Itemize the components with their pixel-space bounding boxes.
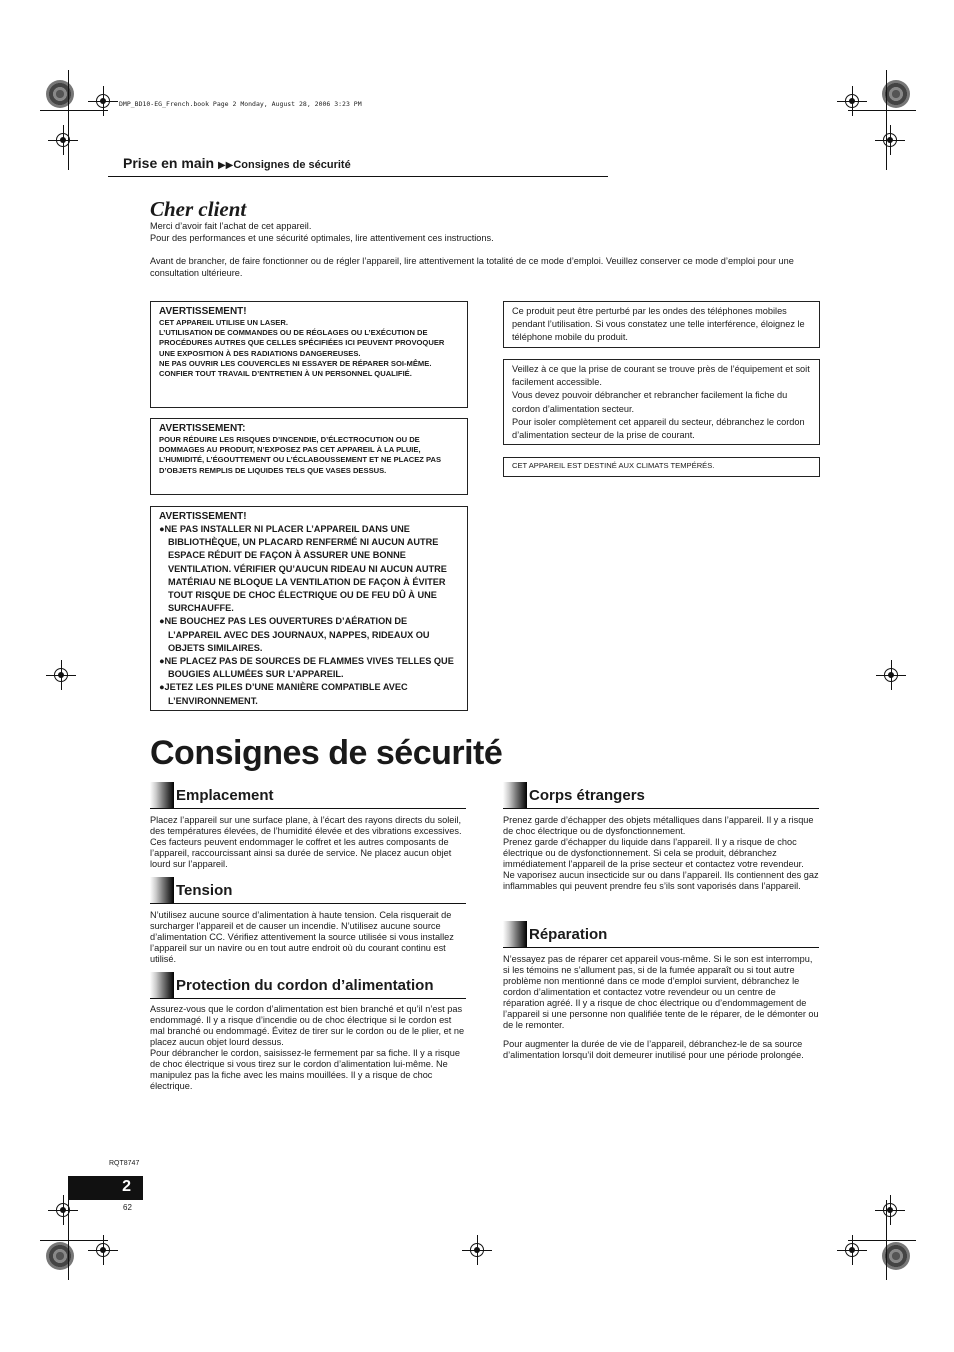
section-marker [150, 782, 174, 808]
warning-bullet: ●JETEZ LES PILES D’UNE MANIÈRE COMPATIBLE AVEC L’ENVIRONNEMENT. [159, 682, 408, 706]
paragraph: N’essayez pas de réparer cet appareil vous-même. Si le son est interrompu, si les témoins ne s’allument pas, si de la fumée apparaît ou si tout autre problème non mentionné dans ce mode d’emploi survient, débranchez le cordon d’alimentation et contactez votre revendeur ou un centre de réparation agréé. Il y a risque de choc électrique ou d’endommagement de l’appareil si une personne non qualifiée tente de le réparer, de le démonter ou de le remonter. [503, 954, 819, 1030]
warning-bullet: ●NE BOUCHEZ PAS LES OUVERTURES D’AÉRATION DE L’APPAREIL AVEC DES JOURNAUX, NAPPES, RIDEAUX OU OBJETS SIMILAIRES. [159, 616, 430, 653]
crosshair-mark [462, 1235, 492, 1265]
paragraph: Prenez garde d’échapper du liquide dans l’appareil. Il y a risque de choc électrique ou de dysfonctionnement. Si cela se produit, débranchez immédiatement l’appareil de la prise secteur et contactez votre revendeur. [503, 837, 804, 869]
header-section: Prise en main [123, 155, 215, 171]
notice-text: Ce produit peut être perturbé par les ondes des téléphones mobiles pendant l’utilisation. Si vous constatez une telle interférence, éloignez le téléphone mobile du produit. [512, 306, 805, 343]
section-title: Tension [176, 882, 233, 899]
crop-line [40, 1240, 108, 1241]
notice-text: CET APPAREIL EST DESTINÉ AUX CLIMATS TEMPÉRÉS. [512, 461, 715, 470]
section-body: Placez l’appareil sur une surface plane, à l’écart des rayons directs du soleil, des températures élevées, de l’humidité élevée et des vibrations excessives. Ces facteurs peuvent endommager le coffret et les autres composants de l’appareil, raccourcissant ainsi sa durée de service. Ne placez aucun objet lourd sur l’appareil. [150, 815, 462, 869]
section-heading-repair [503, 921, 819, 948]
print-info: DMP_BD10-EG_French.book Page 2 Monday, August 28, 2006 3:23 PM [119, 100, 362, 108]
page-number-badge [68, 1176, 143, 1200]
registration-disc-top-left [46, 80, 74, 108]
intro-line-2: Pour des performances et une sécurité optimales, lire attentivement ces instructions. [150, 232, 494, 243]
section-title: Protection du cordon d’alimentation [176, 977, 434, 994]
section-body [503, 815, 819, 892]
crop-line [40, 110, 108, 111]
dear-client-intro [150, 221, 820, 244]
section-marker [503, 921, 527, 947]
crosshair-mark [46, 660, 76, 690]
section-heading-foreign-objects [503, 782, 819, 809]
warning-title: AVERTISSEMENT! [159, 511, 247, 522]
warning-title: AVERTISSEMENT! [159, 306, 247, 317]
mobile-phone-notice-box [503, 301, 820, 348]
section-body [503, 954, 819, 1061]
crosshair-mark [88, 86, 118, 116]
section-heading-tension [150, 877, 466, 904]
notice-text: Vous devez pouvoir débrancher et rebrancher facilement la fiche du cordon d’alimentation secteur. [512, 390, 788, 414]
section-marker [150, 877, 174, 903]
paragraph: Pour augmenter la durée de vie de l’appareil, débranchez-le de sa source d’alimentation lorsqu’il doit demeurer inutilisé pour une période prolongée. [503, 1039, 804, 1060]
power-outlet-notice-box [503, 359, 820, 445]
page-header [123, 155, 351, 171]
warning-ventilation-box [150, 506, 468, 711]
header-subsection: Consignes de sécurité [233, 159, 351, 171]
warning-bullet: ●NE PLACEZ PAS DE SOURCES DE FLAMMES VIVES TELLES QUE BOUGIES ALLUMÉES SUR L’APPAREIL. [159, 656, 454, 680]
notice-text: Veillez à ce que la prise de courant se trouve près de l’équipement et soit facilement accessible. [512, 364, 810, 388]
section-heading-emplacement [150, 782, 466, 809]
paragraph: Assurez-vous que le cordon d’alimentation est bien branché et qu’il n’est pas endommagé. Il y a risque d’incendie ou de choc électrique si le cordon est mal branché ou endommagé. Évitez de tirer sur le cordon ou de le plier, et ne placez aucun objet lourd dessus. [150, 1004, 465, 1047]
crop-line [68, 70, 69, 170]
crosshair-mark [837, 86, 867, 116]
warning-laser-box [150, 301, 468, 408]
crosshair-mark [875, 1195, 905, 1225]
model-code: RQT8747 [109, 1160, 140, 1167]
warning-text: NE PAS OUVRIR LES COUVERCLES NI ESSAYER DE RÉPARER SOI-MÊME. CONFIER TOUT TRAVAIL D’ENTRETIEN À UN PERSONNEL QUALIFIÉ. [159, 358, 432, 379]
warning-text: CET APPAREIL UTILISE UN LASER. [159, 318, 288, 327]
section-body: N’utilisez aucune source d’alimentation à haute tension. Cela risquerait de surcharger l’appareil et de causer un incendie. N’utilisez aucune source d’alimentation CC. Vérifiez attentivement la source utilisée si vous installez l’appareil sur un navire ou en tout autre endroit où du courant continu est utilisé. [150, 910, 454, 964]
header-arrows: ▶▶ [217, 160, 234, 171]
section-marker [150, 972, 174, 998]
warning-bullet: ●NE PAS INSTALLER NI PLACER L’APPAREIL DANS UNE BIBLIOTHÈQUE, UN PLACARD RENFERMÉ NI AUCUN AUTRE ESPACE RÉDUIT DE FAÇON À ASSURER UNE BONNE VENTILATION. VÉRIFIER QU’AUCUN RIDEAU NI AUCUN AUTRE MATÉRIAU NE BLOQUE LA VENTILATION DE FAÇON À ÉVITER TOUT RISQUE DE CHOC ÉLECTRIQUE OU DE FEU DÛ À UNE SURCHAUFFE. [159, 524, 447, 614]
dear-client-paragraph: Avant de brancher, de faire fonctionner ou de régler l’appareil, lire attentivement la totalité de ce mode d’emploi. Veuillez conserver ce mode d’emploi pour une consultation ultérieure. [150, 256, 794, 278]
page-title: Consignes de sécurité [150, 734, 503, 772]
header-rule [108, 176, 608, 177]
paragraph: Ne vaporisez aucun insecticide sur ou dans l’appareil. Ils contiennent des gaz inflammables qui peuvent prendre feu s’ils sont vaporisés dans l’appareil. [503, 870, 819, 891]
climate-notice-box [503, 457, 820, 477]
section-heading-power-cord [150, 972, 466, 999]
dear-client-title: Cher client [150, 197, 247, 221]
section-title: Corps étrangers [529, 787, 645, 804]
registration-disc-bottom-left [46, 1242, 74, 1270]
notice-text: Pour isoler complètement cet appareil du secteur, débranchez le cordon d’alimentation secteur de la prise de courant. [512, 416, 805, 441]
paragraph: Pour débrancher le cordon, saisissez-le fermement par sa fiche. Il y a risque de choc électrique si vous tirez sur le cordon d’alimentation lui-même. Ne manipulez pas la fiche avec les mains mouillées. Il y a risque de choc électrique. [150, 1048, 460, 1091]
crosshair-mark [875, 125, 905, 155]
warning-title: AVERTISSEMENT: [159, 423, 246, 434]
warning-humidity-box [150, 418, 468, 495]
crop-line [848, 110, 916, 111]
warning-text: L’UTILISATION DE COMMANDES OU DE RÉGLAGES OU L’EXÉCUTION DE PROCÉDURES AUTRES QUE CELLES SPÉCIFIÉES ICI PEUVENT PROVOQUER UNE EXPOSITION À DES RADIATIONS DANGEREUSES. [159, 328, 445, 358]
section-body [150, 1004, 466, 1092]
section-title: Réparation [529, 926, 608, 943]
paragraph: Prenez garde d’échapper des objets métalliques dans l’appareil. Il y a risque de choc électrique ou de dysfonctionnement. [503, 815, 814, 836]
crop-line [886, 70, 887, 170]
page-secondary-number: 62 [123, 1203, 132, 1212]
crosshair-mark [48, 125, 78, 155]
section-title: Emplacement [176, 787, 274, 804]
warning-text: POUR RÉDUIRE LES RISQUES D’INCENDIE, D’ÉLECTROCUTION OU DE DOMMAGES AU PRODUIT, N’EXPOSEZ PAS CET APPAREIL À LA PLUIE, L’HUMIDITÉ, L’ÉGOUTTEMENT OU L’ÉCLABOUSSEMENT ET NE PLACEZ PAS D’OBJETS REMPLIS DE LIQUIDES TELS QUE VASES DESSUS. [159, 435, 442, 475]
crop-line [848, 1240, 916, 1241]
section-marker [503, 782, 527, 808]
intro-line-1: Merci d’avoir fait l’achat de cet appareil. [150, 221, 312, 231]
crosshair-mark [876, 660, 906, 690]
page-number: 2 [122, 1178, 131, 1195]
